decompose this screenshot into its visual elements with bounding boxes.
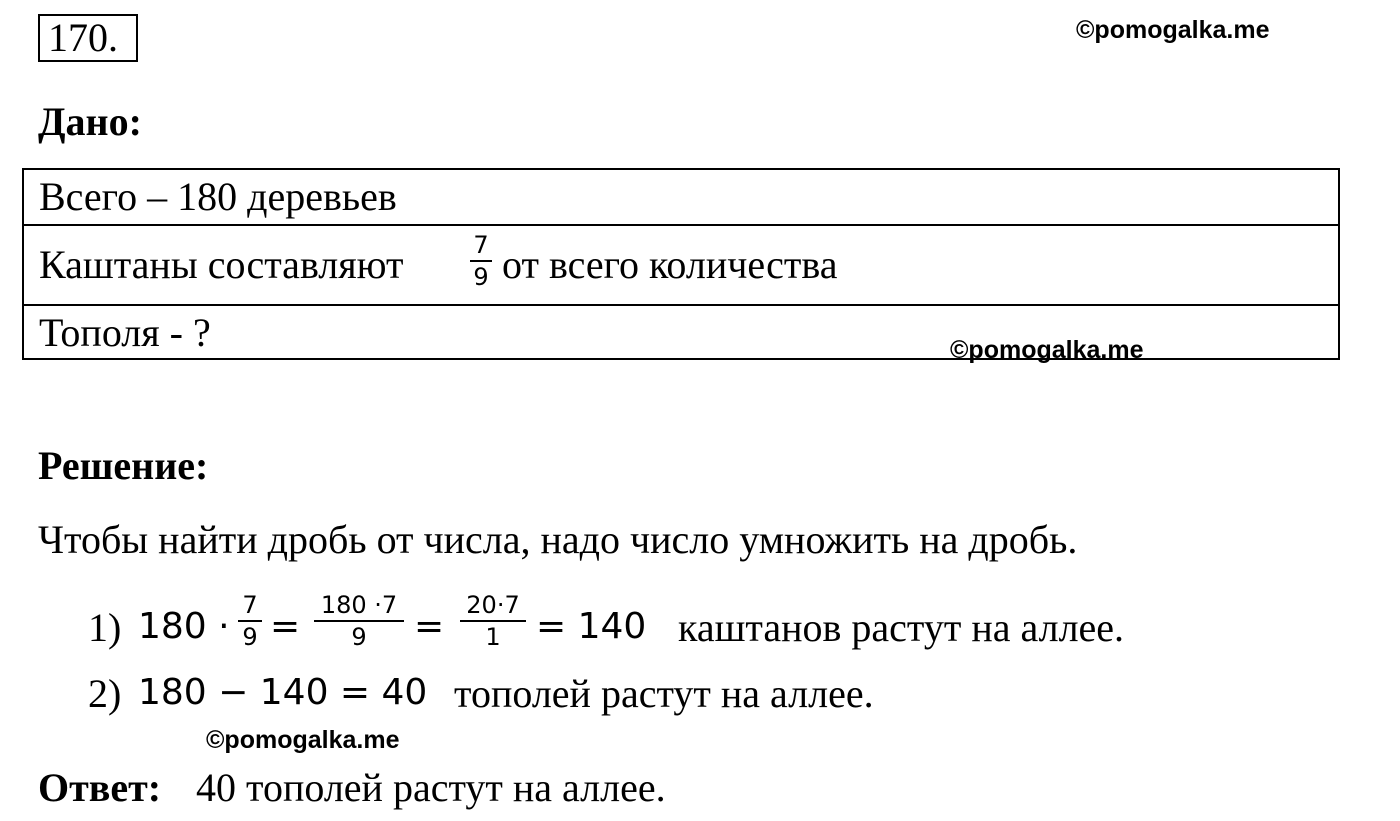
given-row-total: Всего – 180 деревьев <box>24 170 1338 226</box>
solution-intro: Чтобы найти дробь от числа, надо число умножить на дробь. <box>38 517 1078 562</box>
step-1-equals-1: = <box>270 606 301 647</box>
step-1-fraction-1-numerator: 7 <box>242 591 258 619</box>
step-2-text: тополей растут на аллее. <box>454 671 874 716</box>
step-1-equals-2: = <box>414 606 445 647</box>
given-row-chestnuts-text-after: от всего количества <box>502 242 838 287</box>
step-1-text: каштанов растут на аллее. <box>678 605 1125 650</box>
given-row-poplars: Тополя - ? <box>39 310 211 355</box>
step-1-fraction-3-bar <box>460 620 526 622</box>
answer-label: Ответ: <box>38 765 162 810</box>
step-1-fraction-3-denominator: 1 <box>485 623 501 651</box>
step-1-label: 1) <box>88 605 122 650</box>
watermark-bottom: ©pomogalka.me <box>206 726 400 754</box>
given-row-chestnuts <box>24 226 1338 306</box>
given-heading: Дано: <box>38 99 142 144</box>
step-2-expression: 180 − 140 = 40 <box>138 672 428 713</box>
step-1-fraction-1-denominator: 9 <box>242 623 258 651</box>
step-1-fraction-2-denominator: 9 <box>351 623 367 651</box>
step-1-fraction-3-numerator: 20·7 <box>466 591 520 619</box>
step-1-fraction-2-numerator: 180 ·7 <box>320 591 398 619</box>
given-fraction-numerator: 7 <box>473 231 489 259</box>
step-1-fraction-2-bar <box>314 620 404 622</box>
solution-heading: Решение: <box>38 443 209 488</box>
answer-text: 40 тополей растут на аллее. <box>196 765 666 810</box>
step-2-label: 2) <box>88 671 122 716</box>
step-1-expression-a: 180 · <box>138 606 230 647</box>
step-1-fraction-2 <box>314 592 404 650</box>
given-table <box>22 168 1340 360</box>
step-1-fraction-3 <box>460 592 526 650</box>
step-1-result: = 140 <box>536 606 647 647</box>
watermark-top: ©pomogalka.me <box>1076 16 1270 44</box>
step-1-fraction-1-bar <box>238 620 262 622</box>
given-fraction <box>470 232 492 290</box>
task-number: 170. <box>38 14 138 62</box>
watermark-middle: ©pomogalka.me <box>950 336 1144 364</box>
given-row-chestnuts-text-before: Каштаны составляют <box>39 242 404 287</box>
given-fraction-denominator: 9 <box>473 263 489 291</box>
given-fraction-bar <box>470 260 492 262</box>
step-1-fraction-1 <box>238 592 262 650</box>
